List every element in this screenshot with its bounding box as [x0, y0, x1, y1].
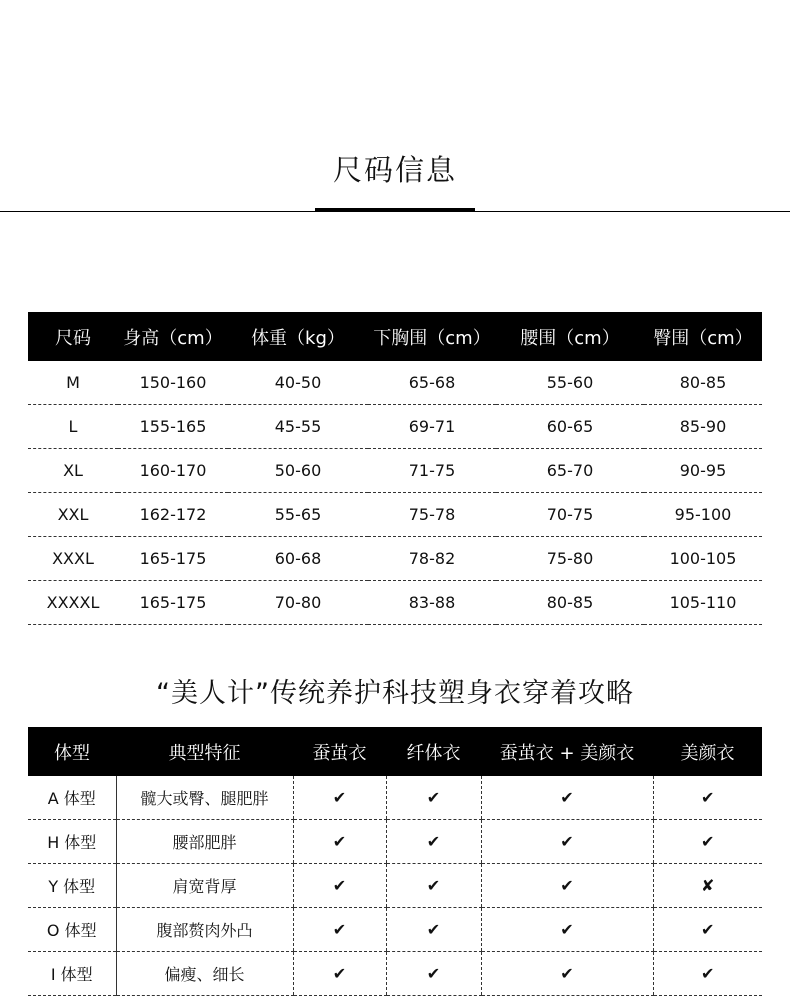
guide-table-header: [28, 727, 762, 776]
cell-hip: 95-100: [644, 493, 762, 537]
cell-waist: 70-75: [496, 493, 644, 537]
cell-height: 165-175: [118, 537, 228, 581]
cell-height: 162-172: [118, 493, 228, 537]
check-icon: ✔: [293, 864, 386, 908]
header-height: 身高（cm）: [118, 312, 228, 361]
check-icon: ✔: [293, 908, 386, 952]
check-icon: ✔: [653, 908, 762, 952]
header-features: 典型特征: [116, 727, 293, 776]
check-icon: ✔: [481, 864, 653, 908]
cell-body-type: Y 体型: [28, 864, 116, 908]
cell-weight: 50-60: [228, 449, 368, 493]
check-icon: ✔: [653, 952, 762, 996]
table-row: [28, 361, 762, 405]
cell-body-type: A 体型: [28, 776, 116, 820]
cell-underbust: 69-71: [368, 405, 496, 449]
header-waist: 腰围（cm）: [496, 312, 644, 361]
cell-height: 165-175: [118, 581, 228, 625]
wear-guide-table: [28, 727, 762, 996]
cell-weight: 70-80: [228, 581, 368, 625]
check-icon: ✔: [481, 952, 653, 996]
check-icon: ✔: [481, 776, 653, 820]
table-row: [28, 952, 762, 996]
size-chart-table: [28, 312, 762, 625]
header-slimming-garment: 纤体衣: [386, 727, 481, 776]
check-icon: ✔: [481, 908, 653, 952]
cell-hip: 80-85: [644, 361, 762, 405]
header-beauty-garment: 美颜衣: [653, 727, 762, 776]
header-size: 尺码: [28, 312, 118, 361]
cell-size: M: [28, 361, 118, 405]
cell-height: 155-165: [118, 405, 228, 449]
cell-size: XL: [28, 449, 118, 493]
table-row: [28, 537, 762, 581]
cell-underbust: 78-82: [368, 537, 496, 581]
cell-size: L: [28, 405, 118, 449]
cell-size: XXL: [28, 493, 118, 537]
table-row: [28, 449, 762, 493]
check-icon: ✔: [293, 820, 386, 864]
check-icon: ✔: [386, 908, 481, 952]
size-info-title: 尺码信息: [332, 153, 457, 187]
cell-hip: 90-95: [644, 449, 762, 493]
cell-waist: 65-70: [496, 449, 644, 493]
cell-weight: 60-68: [228, 537, 368, 581]
cell-hip: 85-90: [644, 405, 762, 449]
cell-waist: 80-85: [496, 581, 644, 625]
cell-underbust: 65-68: [368, 361, 496, 405]
cell-underbust: 83-88: [368, 581, 496, 625]
cell-features: 偏瘦、细长: [116, 952, 293, 996]
cell-body-type: H 体型: [28, 820, 116, 864]
table-row: [28, 405, 762, 449]
table-row: [28, 820, 762, 864]
table-row: [28, 908, 762, 952]
cell-height: 160-170: [118, 449, 228, 493]
check-icon: ✔: [386, 776, 481, 820]
title-accent-bar: [315, 208, 475, 212]
cell-body-type: I 体型: [28, 952, 116, 996]
cell-hip: 105-110: [644, 581, 762, 625]
cell-features: 髋大或臀、腿肥胖: [116, 776, 293, 820]
cross-icon: ✘: [653, 864, 762, 908]
header-hip: 臀围（cm）: [644, 312, 762, 361]
cell-underbust: 71-75: [368, 449, 496, 493]
check-icon: ✔: [386, 864, 481, 908]
check-icon: ✔: [386, 820, 481, 864]
header-underbust: 下胸围（cm）: [368, 312, 496, 361]
cell-hip: 100-105: [644, 537, 762, 581]
table-row: [28, 493, 762, 537]
cell-height: 150-160: [118, 361, 228, 405]
cell-weight: 40-50: [228, 361, 368, 405]
check-icon: ✔: [386, 952, 481, 996]
check-icon: ✔: [481, 820, 653, 864]
check-icon: ✔: [653, 776, 762, 820]
cell-features: 腰部肥胖: [116, 820, 293, 864]
cell-underbust: 75-78: [368, 493, 496, 537]
check-icon: ✔: [293, 776, 386, 820]
cell-waist: 60-65: [496, 405, 644, 449]
table-row: [28, 581, 762, 625]
cell-weight: 45-55: [228, 405, 368, 449]
header-cocoon-plus-beauty: 蚕茧衣 + 美颜衣: [481, 727, 653, 776]
cell-body-type: O 体型: [28, 908, 116, 952]
cell-features: 肩宽背厚: [116, 864, 293, 908]
check-icon: ✔: [293, 952, 386, 996]
header-cocoon-garment: 蚕茧衣: [293, 727, 386, 776]
cell-waist: 55-60: [496, 361, 644, 405]
size-table-header: [28, 312, 762, 361]
table-row: [28, 776, 762, 820]
wear-guide-title: “美人计”传统养护科技塑身衣穿着攻略: [156, 678, 634, 709]
check-icon: ✔: [653, 820, 762, 864]
cell-size: XXXL: [28, 537, 118, 581]
header-weight: 体重（kg）: [228, 312, 368, 361]
cell-features: 腹部赘肉外凸: [116, 908, 293, 952]
cell-waist: 75-80: [496, 537, 644, 581]
cell-size: XXXXL: [28, 581, 118, 625]
header-body-type: 体型: [28, 727, 116, 776]
table-row: [28, 864, 762, 908]
cell-weight: 55-65: [228, 493, 368, 537]
